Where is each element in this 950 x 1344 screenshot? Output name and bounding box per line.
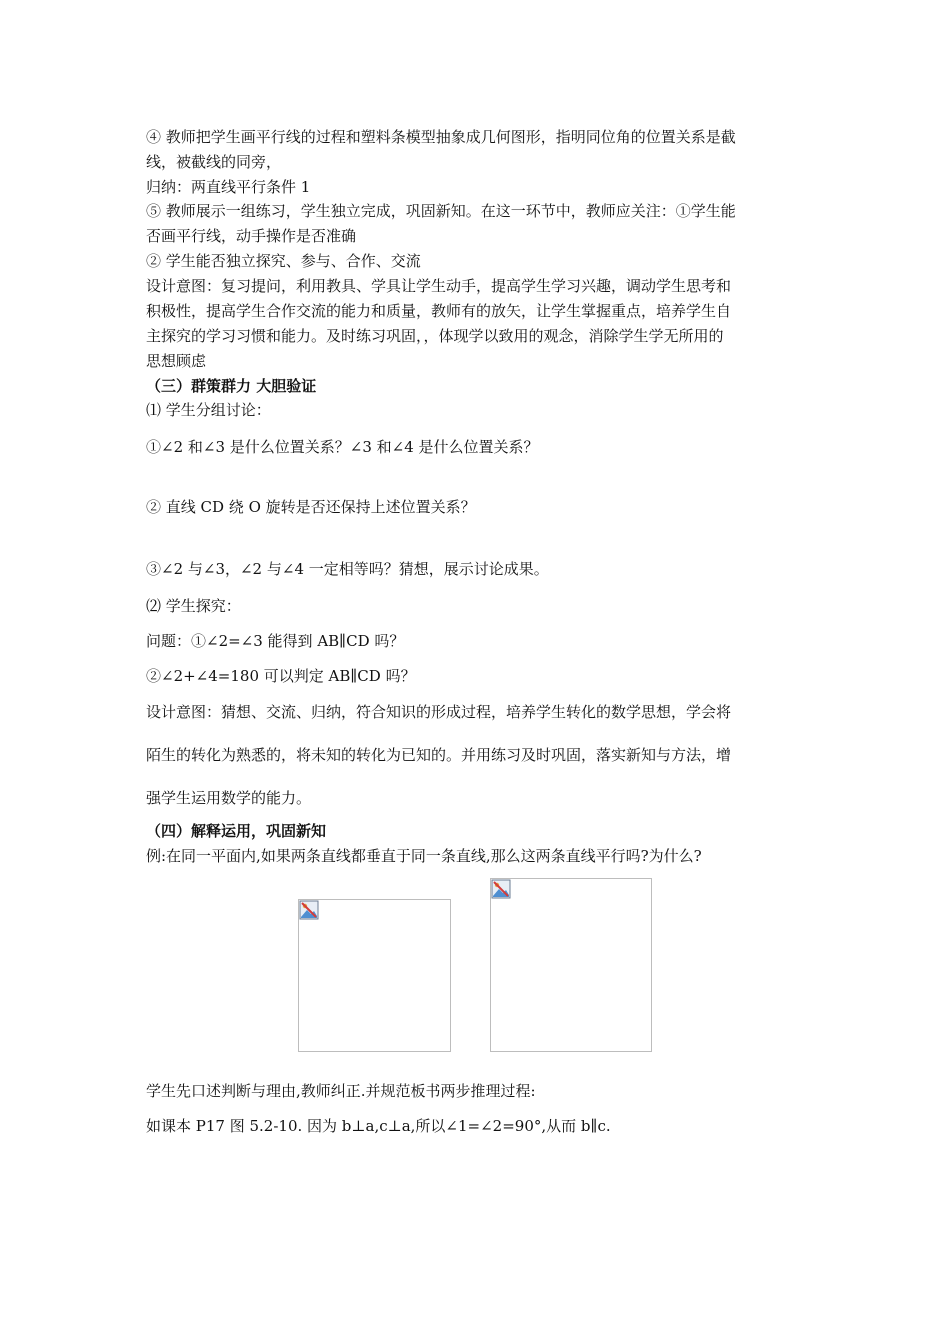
broken-image-icon (491, 879, 511, 899)
paragraph-line: 问题：①∠2=∠3 能得到 AB∥CD 吗？ (146, 632, 405, 650)
paragraph-line: 思想顾虑 (146, 352, 207, 370)
paragraph-line: 学生先口述判断与理由,教师纠正.并规范板书两步推理过程: (146, 1082, 536, 1100)
paragraph-line: 否画平行线，动手操作是否准确 (146, 227, 357, 245)
paragraph-line: 积极性，提高学生合作交流的能力和质量，教师有的放矢，让学生掌握重点，培养学生自 (146, 302, 732, 320)
section-heading: （四）解释运用，巩固新知 (146, 822, 327, 840)
figure-image-placeholder (490, 878, 652, 1052)
paragraph-line: 线，被截线的同旁， (146, 153, 282, 171)
paragraph-line: ② 学生能否独立探究、参与、合作、交流 (146, 252, 421, 270)
paragraph-line: 例:在同一平面内,如果两条直线都垂直于同一条直线,那么这两条直线平行吗?为什么? (146, 847, 702, 865)
figure-image-placeholder (298, 899, 451, 1052)
paragraph-line: ②∠2+∠4=180 可以判定 AB∥CD 吗？ (146, 667, 416, 685)
paragraph-line: 陌生的转化为熟悉的，将未知的转化为已知的。并用练习及时巩固，落实新知与方法，增 (146, 746, 732, 764)
paragraph-line: ⑤ 教师展示一组练习，学生独立完成，巩固新知。在这一环节中，教师应关注：①学生能 (146, 202, 736, 220)
paragraph-line: 主探究的学习习惯和能力。及时练习巩固，，体现学以致用的观念，消除学生学无所用的 (146, 327, 724, 345)
paragraph-line: ①∠2 和∠3 是什么位置关系？∠3 和∠4 是什么位置关系？ (146, 438, 539, 456)
paragraph-line: ② 直线 CD 绕 O 旋转是否还保持上述位置关系？ (146, 498, 476, 516)
paragraph-line: 如课本 P17 图 5.2-10. 因为 b⊥a,c⊥a,所以∠1=∠2=90°,从而 b∥c. (146, 1117, 611, 1135)
paragraph-line: 设计意图：猜想、交流、归纳，符合知识的形成过程，培养学生转化的数学思想，学会将 (146, 703, 732, 721)
paragraph-line: 归纳：两直线平行条件 1 (146, 178, 311, 196)
paragraph-line: 强学生运用数学的能力。 (146, 789, 312, 807)
paragraph-line: 设计意图：复习提问，利用教具、学具让学生动手，提高学生学习兴趣，调动学生思考和 (146, 277, 732, 295)
paragraph-line: ③∠2 与∠3，∠2 与∠4 一定相等吗？猜想，展示讨论成果。 (146, 560, 549, 578)
paragraph-line: ⑴ 学生分组讨论： (146, 401, 271, 419)
paragraph-line: ⑵ 学生探究： (146, 597, 241, 615)
section-heading: （三）群策群力 大胆验证 (146, 377, 317, 395)
paragraph-line: ④ 教师把学生画平行线的过程和塑料条模型抽象成几何图形，指明同位角的位置关系是截 (146, 128, 736, 146)
broken-image-icon (299, 900, 319, 920)
